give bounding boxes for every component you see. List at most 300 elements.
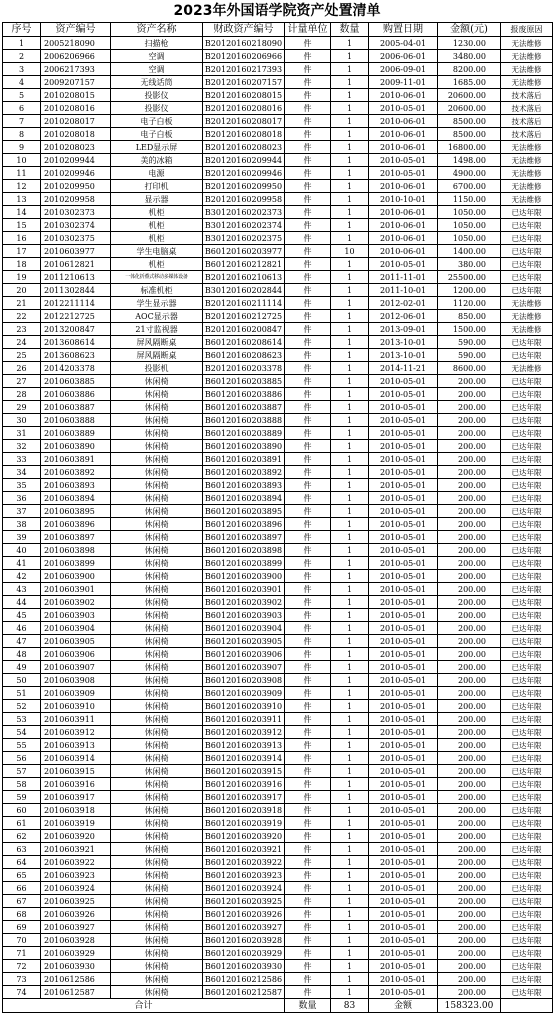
purchase-date-cell: 2010-05-01 xyxy=(369,102,438,115)
unit-cell: 件 xyxy=(285,817,331,830)
reason-cell: 已达年限 xyxy=(501,518,553,531)
row-index: 56 xyxy=(3,752,41,765)
purchase-date-cell: 2010-05-01 xyxy=(369,921,438,934)
row-index: 44 xyxy=(3,596,41,609)
finance-code-cell: B60120160212587 xyxy=(203,986,285,999)
asset-name-cell: 休闲椅 xyxy=(111,609,203,622)
reason-cell: 无法维修 xyxy=(501,362,553,375)
qty-cell: 1 xyxy=(331,76,369,89)
asset-code-cell: 2010603912 xyxy=(41,726,111,739)
purchase-date-cell: 2010-05-01 xyxy=(369,739,438,752)
unit-cell: 件 xyxy=(285,960,331,973)
table-row xyxy=(3,375,553,388)
unit-cell: 件 xyxy=(285,271,331,284)
unit-cell: 件 xyxy=(285,856,331,869)
row-index: 65 xyxy=(3,869,41,882)
qty-cell: 1 xyxy=(331,50,369,63)
table-row xyxy=(3,427,553,440)
reason-cell: 无法维修 xyxy=(501,297,553,310)
table-row xyxy=(3,440,553,453)
table-row xyxy=(3,739,553,752)
purchase-date-cell: 2010-05-01 xyxy=(369,765,438,778)
row-index: 36 xyxy=(3,492,41,505)
finance-code-cell: B60120160203890 xyxy=(203,440,285,453)
table-row xyxy=(3,817,553,830)
table-header-row xyxy=(3,23,553,37)
unit-cell: 件 xyxy=(285,973,331,986)
asset-code-cell: 2010603908 xyxy=(41,674,111,687)
reason-cell: 已达年限 xyxy=(501,336,553,349)
reason-cell: 技术落后 xyxy=(501,89,553,102)
asset-name-cell: 休闲椅 xyxy=(111,518,203,531)
asset-code-cell: 2010208017 xyxy=(41,115,111,128)
reason-cell: 已达年限 xyxy=(501,856,553,869)
asset-code-cell: 2010603916 xyxy=(41,778,111,791)
amount-cell: 200.00 xyxy=(438,713,501,726)
finance-code-cell: B60120160203927 xyxy=(203,921,285,934)
row-index: 25 xyxy=(3,349,41,362)
purchase-date-cell: 2010-05-01 xyxy=(369,726,438,739)
asset-code-cell: 2013608614 xyxy=(41,336,111,349)
purchase-date-cell: 2010-05-01 xyxy=(369,752,438,765)
finance-code-cell: B60120160208623 xyxy=(203,349,285,362)
reason-cell: 已达年限 xyxy=(501,674,553,687)
asset-code-cell: 2006206966 xyxy=(41,50,111,63)
asset-code-cell: 2006217393 xyxy=(41,63,111,76)
unit-cell: 件 xyxy=(285,128,331,141)
table-row xyxy=(3,167,553,180)
finance-code-cell: B60120160203893 xyxy=(203,479,285,492)
header-unit: 计量单位 xyxy=(285,23,331,37)
reason-cell: 已达年限 xyxy=(501,804,553,817)
qty-cell: 1 xyxy=(331,323,369,336)
purchase-date-cell: 2010-06-01 xyxy=(369,219,438,232)
row-index: 31 xyxy=(3,427,41,440)
asset-code-cell: 2010603915 xyxy=(41,765,111,778)
amount-cell: 8600.00 xyxy=(438,362,501,375)
purchase-date-cell: 2010-05-01 xyxy=(369,934,438,947)
qty-cell: 1 xyxy=(331,414,369,427)
qty-cell: 1 xyxy=(331,115,369,128)
qty-cell: 1 xyxy=(331,908,369,921)
reason-cell: 已达年限 xyxy=(501,635,553,648)
asset-code-cell: 2012212725 xyxy=(41,310,111,323)
table-row xyxy=(3,648,553,661)
asset-name-cell: 休闲椅 xyxy=(111,908,203,921)
purchase-date-cell: 2010-06-01 xyxy=(369,115,438,128)
purchase-date-cell: 2010-05-01 xyxy=(369,648,438,661)
table-row xyxy=(3,700,553,713)
row-index: 59 xyxy=(3,791,41,804)
qty-cell: 1 xyxy=(331,843,369,856)
purchase-date-cell: 2010-06-01 xyxy=(369,206,438,219)
reason-cell: 技术落后 xyxy=(501,128,553,141)
total-amount-label: 金额 xyxy=(369,999,438,1013)
table-row xyxy=(3,687,553,700)
qty-cell: 1 xyxy=(331,895,369,908)
purchase-date-cell: 2010-05-01 xyxy=(369,635,438,648)
row-index: 30 xyxy=(3,414,41,427)
purchase-date-cell: 2012-02-01 xyxy=(369,297,438,310)
qty-cell: 1 xyxy=(331,505,369,518)
asset-name-cell: 休闲椅 xyxy=(111,648,203,661)
unit-cell: 件 xyxy=(285,388,331,401)
qty-cell: 1 xyxy=(331,37,369,50)
finance-code-cell: B20120160207157 xyxy=(203,76,285,89)
unit-cell: 件 xyxy=(285,297,331,310)
asset-code-cell: 2010603890 xyxy=(41,440,111,453)
row-index: 55 xyxy=(3,739,41,752)
unit-cell: 件 xyxy=(285,609,331,622)
purchase-date-cell: 2010-05-01 xyxy=(369,973,438,986)
purchase-date-cell: 2010-10-01 xyxy=(369,193,438,206)
table-row xyxy=(3,102,553,115)
asset-name-cell: 一体化折叠式移动多媒体设备 xyxy=(111,271,203,284)
asset-name-cell: 休闲椅 xyxy=(111,401,203,414)
row-index: 58 xyxy=(3,778,41,791)
finance-code-cell: B60120160203900 xyxy=(203,570,285,583)
asset-code-cell: 2010603926 xyxy=(41,908,111,921)
amount-cell: 200.00 xyxy=(438,908,501,921)
reason-cell: 已达年限 xyxy=(501,791,553,804)
asset-name-cell: 休闲椅 xyxy=(111,622,203,635)
purchase-date-cell: 2010-05-01 xyxy=(369,882,438,895)
asset-name-cell: 空调 xyxy=(111,50,203,63)
finance-code-cell: B60120160203896 xyxy=(203,518,285,531)
table-row xyxy=(3,804,553,817)
row-index: 42 xyxy=(3,570,41,583)
finance-code-cell: B60120160203898 xyxy=(203,544,285,557)
unit-cell: 件 xyxy=(285,557,331,570)
amount-cell: 8200.00 xyxy=(438,63,501,76)
qty-cell: 1 xyxy=(331,856,369,869)
asset-name-cell: 投影机 xyxy=(111,362,203,375)
row-index: 28 xyxy=(3,388,41,401)
table-row xyxy=(3,531,553,544)
amount-cell: 200.00 xyxy=(438,804,501,817)
amount-cell: 8500.00 xyxy=(438,128,501,141)
amount-cell: 200.00 xyxy=(438,830,501,843)
purchase-date-cell: 2010-05-01 xyxy=(369,596,438,609)
finance-code-cell: B60120160203899 xyxy=(203,557,285,570)
amount-cell: 4900.00 xyxy=(438,167,501,180)
finance-code-cell: B60120160203885 xyxy=(203,375,285,388)
finance-code-cell: B20120160209946 xyxy=(203,167,285,180)
reason-cell: 已达年限 xyxy=(501,271,553,284)
finance-code-cell: B60120160203913 xyxy=(203,739,285,752)
purchase-date-cell: 2010-05-01 xyxy=(369,388,438,401)
asset-name-cell: 学生电脑桌 xyxy=(111,245,203,258)
qty-cell: 1 xyxy=(331,232,369,245)
finance-code-cell: B60120160203901 xyxy=(203,583,285,596)
reason-cell: 已达年限 xyxy=(501,466,553,479)
row-index: 3 xyxy=(3,63,41,76)
qty-cell: 1 xyxy=(331,739,369,752)
unit-cell: 件 xyxy=(285,843,331,856)
purchase-date-cell: 2010-05-01 xyxy=(369,817,438,830)
row-index: 43 xyxy=(3,583,41,596)
asset-name-cell: 投影仪 xyxy=(111,89,203,102)
asset-name-cell: 休闲椅 xyxy=(111,596,203,609)
qty-cell: 1 xyxy=(331,700,369,713)
table-row xyxy=(3,310,553,323)
page-title: 2023年外国语学院资产处置清单 xyxy=(173,3,381,19)
unit-cell: 件 xyxy=(285,336,331,349)
unit-cell: 件 xyxy=(285,544,331,557)
row-index: 14 xyxy=(3,206,41,219)
asset-code-cell: 2013608623 xyxy=(41,349,111,362)
row-index: 10 xyxy=(3,154,41,167)
amount-cell: 200.00 xyxy=(438,427,501,440)
reason-cell: 已达年限 xyxy=(501,687,553,700)
amount-cell: 200.00 xyxy=(438,596,501,609)
row-index: 63 xyxy=(3,843,41,856)
unit-cell: 件 xyxy=(285,115,331,128)
amount-cell: 200.00 xyxy=(438,778,501,791)
asset-name-cell: 无线话筒 xyxy=(111,76,203,89)
finance-code-cell: B60120160203888 xyxy=(203,414,285,427)
asset-name-cell: 美的冰箱 xyxy=(111,154,203,167)
row-index: 67 xyxy=(3,895,41,908)
table-row xyxy=(3,674,553,687)
row-index: 34 xyxy=(3,466,41,479)
reason-cell: 已达年限 xyxy=(501,778,553,791)
purchase-date-cell: 2006-06-01 xyxy=(369,50,438,63)
table-row xyxy=(3,921,553,934)
finance-code-cell: B20120160210613 xyxy=(203,271,285,284)
amount-cell: 200.00 xyxy=(438,466,501,479)
asset-code-cell: 2010209944 xyxy=(41,154,111,167)
purchase-date-cell: 2010-05-01 xyxy=(369,570,438,583)
reason-cell: 已达年限 xyxy=(501,401,553,414)
finance-code-cell: B60120160203921 xyxy=(203,843,285,856)
qty-cell: 1 xyxy=(331,206,369,219)
finance-code-cell: B30120160202374 xyxy=(203,219,285,232)
table-row xyxy=(3,544,553,557)
finance-code-cell: B20120160209944 xyxy=(203,154,285,167)
total-qty-value: 83 xyxy=(331,999,369,1013)
qty-cell: 1 xyxy=(331,752,369,765)
reason-cell: 已达年限 xyxy=(501,960,553,973)
header-index: 序号 xyxy=(3,23,41,37)
table-row xyxy=(3,635,553,648)
purchase-date-cell: 2010-05-01 xyxy=(369,960,438,973)
purchase-date-cell: 2010-05-01 xyxy=(369,557,438,570)
reason-cell: 已达年限 xyxy=(501,388,553,401)
row-index: 66 xyxy=(3,882,41,895)
reason-cell: 已达年限 xyxy=(501,908,553,921)
table-row xyxy=(3,284,553,297)
asset-name-cell: 休闲椅 xyxy=(111,739,203,752)
asset-code-cell: 2010612586 xyxy=(41,973,111,986)
purchase-date-cell: 2010-05-01 xyxy=(369,908,438,921)
qty-cell: 1 xyxy=(331,921,369,934)
amount-cell: 200.00 xyxy=(438,687,501,700)
asset-name-cell: AOC显示器 xyxy=(111,310,203,323)
row-index: 50 xyxy=(3,674,41,687)
qty-cell: 1 xyxy=(331,830,369,843)
asset-code-cell: 2010603920 xyxy=(41,830,111,843)
finance-code-cell: B20120160208018 xyxy=(203,128,285,141)
table-row xyxy=(3,557,553,570)
asset-code-cell: 2010603911 xyxy=(41,713,111,726)
asset-code-cell: 2010603895 xyxy=(41,505,111,518)
unit-cell: 件 xyxy=(285,466,331,479)
finance-code-cell: B60120160203894 xyxy=(203,492,285,505)
finance-code-cell: B60120160203909 xyxy=(203,687,285,700)
unit-cell: 件 xyxy=(285,531,331,544)
amount-cell: 1200.00 xyxy=(438,284,501,297)
table-row xyxy=(3,141,553,154)
amount-cell: 200.00 xyxy=(438,518,501,531)
asset-code-cell: 2010603930 xyxy=(41,960,111,973)
unit-cell: 件 xyxy=(285,349,331,362)
purchase-date-cell: 2010-05-01 xyxy=(369,856,438,869)
qty-cell: 1 xyxy=(331,310,369,323)
finance-code-cell: B60120160212586 xyxy=(203,973,285,986)
purchase-date-cell: 2010-05-01 xyxy=(369,609,438,622)
purchase-date-cell: 2010-05-01 xyxy=(369,154,438,167)
table-row xyxy=(3,505,553,518)
qty-cell: 1 xyxy=(331,648,369,661)
purchase-date-cell: 2010-05-01 xyxy=(369,687,438,700)
unit-cell: 件 xyxy=(285,947,331,960)
asset-code-cell: 2010603902 xyxy=(41,596,111,609)
finance-code-cell: B20120160208016 xyxy=(203,102,285,115)
total-amount-value: 158323.00 xyxy=(438,999,501,1013)
reason-cell: 已达年限 xyxy=(501,284,553,297)
purchase-date-cell: 2010-05-01 xyxy=(369,895,438,908)
table-row xyxy=(3,50,553,63)
reason-cell: 无法维修 xyxy=(501,193,553,206)
purchase-date-cell: 2010-05-01 xyxy=(369,700,438,713)
qty-cell: 1 xyxy=(331,388,369,401)
row-index: 13 xyxy=(3,193,41,206)
table-row xyxy=(3,219,553,232)
asset-name-cell: 休闲椅 xyxy=(111,388,203,401)
qty-cell: 1 xyxy=(331,89,369,102)
qty-cell: 1 xyxy=(331,63,369,76)
purchase-date-cell: 2010-05-01 xyxy=(369,778,438,791)
qty-cell: 1 xyxy=(331,544,369,557)
purchase-date-cell: 2010-05-01 xyxy=(369,453,438,466)
amount-cell: 200.00 xyxy=(438,583,501,596)
amount-cell: 200.00 xyxy=(438,986,501,999)
purchase-date-cell: 2010-06-01 xyxy=(369,141,438,154)
asset-code-cell: 2010603894 xyxy=(41,492,111,505)
unit-cell: 件 xyxy=(285,362,331,375)
unit-cell: 件 xyxy=(285,492,331,505)
asset-name-cell: 休闲椅 xyxy=(111,414,203,427)
asset-name-cell: 休闲椅 xyxy=(111,778,203,791)
table-row xyxy=(3,895,553,908)
finance-code-cell: B60120160203924 xyxy=(203,882,285,895)
unit-cell: 件 xyxy=(285,622,331,635)
reason-cell: 已达年限 xyxy=(501,700,553,713)
asset-code-cell: 2010603910 xyxy=(41,700,111,713)
finance-code-cell: B60120160203905 xyxy=(203,635,285,648)
finance-code-cell: B20120160212725 xyxy=(203,310,285,323)
amount-cell: 1498.00 xyxy=(438,154,501,167)
asset-name-cell: 电源 xyxy=(111,167,203,180)
table-row xyxy=(3,453,553,466)
finance-code-cell: B60120160203919 xyxy=(203,817,285,830)
row-index: 71 xyxy=(3,947,41,960)
qty-cell: 1 xyxy=(331,947,369,960)
amount-cell: 200.00 xyxy=(438,635,501,648)
table-row xyxy=(3,89,553,102)
amount-cell: 200.00 xyxy=(438,869,501,882)
qty-cell: 1 xyxy=(331,817,369,830)
finance-code-cell: B20120160208015 xyxy=(203,89,285,102)
unit-cell: 件 xyxy=(285,713,331,726)
unit-cell: 件 xyxy=(285,661,331,674)
reason-cell: 已达年限 xyxy=(501,934,553,947)
qty-cell: 1 xyxy=(331,154,369,167)
purchase-date-cell: 2010-05-01 xyxy=(369,479,438,492)
unit-cell: 件 xyxy=(285,180,331,193)
row-index: 17 xyxy=(3,245,41,258)
table-row xyxy=(3,830,553,843)
finance-code-cell: B60120160203886 xyxy=(203,388,285,401)
unit-cell: 件 xyxy=(285,726,331,739)
asset-name-cell: 电子白板 xyxy=(111,115,203,128)
purchase-date-cell: 2010-05-01 xyxy=(369,518,438,531)
qty-cell: 1 xyxy=(331,713,369,726)
amount-cell: 200.00 xyxy=(438,544,501,557)
reason-cell: 无法维修 xyxy=(501,50,553,63)
row-index: 49 xyxy=(3,661,41,674)
reason-cell: 已达年限 xyxy=(501,206,553,219)
amount-cell: 200.00 xyxy=(438,414,501,427)
asset-code-cell: 2010208023 xyxy=(41,141,111,154)
qty-cell: 1 xyxy=(331,180,369,193)
amount-cell: 590.00 xyxy=(438,336,501,349)
finance-code-cell: B60120160203914 xyxy=(203,752,285,765)
purchase-date-cell: 2013-09-01 xyxy=(369,323,438,336)
purchase-date-cell: 2010-05-01 xyxy=(369,830,438,843)
asset-code-cell: 2010603925 xyxy=(41,895,111,908)
purchase-date-cell: 2010-05-01 xyxy=(369,466,438,479)
reason-cell: 无法维修 xyxy=(501,167,553,180)
table-row xyxy=(3,908,553,921)
qty-cell: 1 xyxy=(331,934,369,947)
table-row xyxy=(3,518,553,531)
asset-code-cell: 2010603918 xyxy=(41,804,111,817)
table-row xyxy=(3,193,553,206)
asset-name-cell: 休闲椅 xyxy=(111,440,203,453)
asset-code-cell: 2010603899 xyxy=(41,557,111,570)
reason-cell: 已达年限 xyxy=(501,219,553,232)
qty-cell: 1 xyxy=(331,440,369,453)
row-index: 40 xyxy=(3,544,41,557)
purchase-date-cell: 2010-05-01 xyxy=(369,492,438,505)
asset-name-cell: 休闲椅 xyxy=(111,674,203,687)
table-row xyxy=(3,115,553,128)
amount-cell: 200.00 xyxy=(438,856,501,869)
reason-cell: 已达年限 xyxy=(501,609,553,622)
qty-cell: 1 xyxy=(331,518,369,531)
table-row xyxy=(3,323,553,336)
purchase-date-cell: 2009-11-01 xyxy=(369,76,438,89)
amount-cell: 200.00 xyxy=(438,505,501,518)
unit-cell: 件 xyxy=(285,700,331,713)
reason-cell: 已达年限 xyxy=(501,921,553,934)
finance-code-cell: B60120160203928 xyxy=(203,934,285,947)
asset-name-cell: 休闲椅 xyxy=(111,947,203,960)
unit-cell: 件 xyxy=(285,804,331,817)
reason-cell: 已达年限 xyxy=(501,661,553,674)
